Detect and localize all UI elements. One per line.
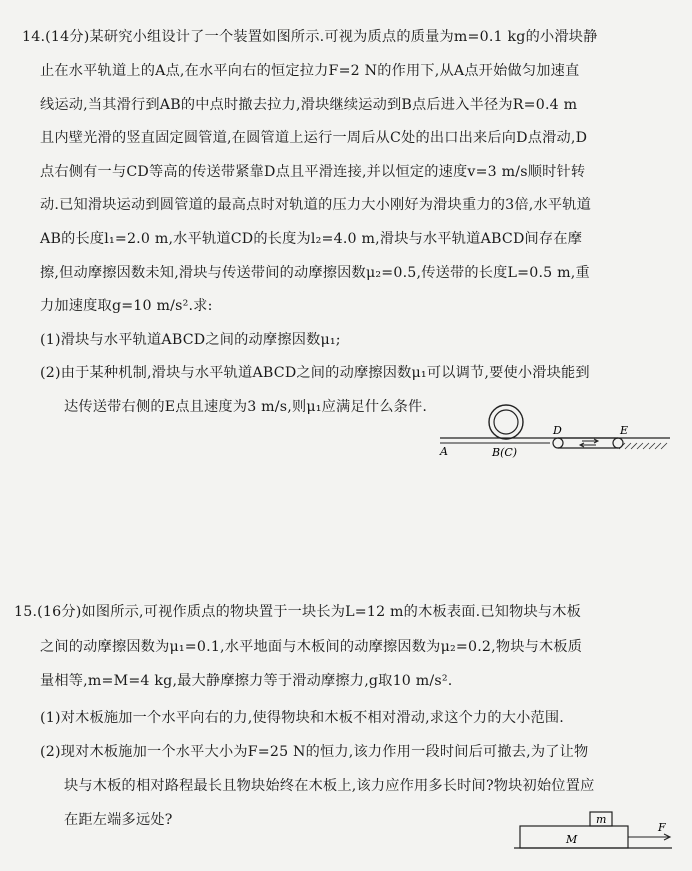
q15-line-2: 之间的动摩擦因数为μ₁=0.1,水平地面与木板间的动摩擦因数为μ₂=0.2,物块与木板质 xyxy=(40,639,583,655)
q14-part-2-line-1: (2)由于某种机制,滑块与水平轨道ABCD之间的动摩擦因数μ₁可以调节,要使小滑块能到 xyxy=(40,365,590,381)
q15-part-1: (1)对木板施加一个水平向右的力,使得物块和木板不相对滑动,求这个力的大小范围. xyxy=(40,710,565,726)
q15-part-2-line-3: 在距左端多远处? xyxy=(64,812,173,828)
label-m-small: m xyxy=(596,813,607,826)
q14-line-7: AB的长度l₁=2.0 m,水平轨道CD的长度为l₂=4.0 m,滑块与水平轨道ABCD间存在摩 xyxy=(40,231,583,247)
q14-line-8: 擦,但动摩擦因数未知,滑块与传送带间的动摩擦因数μ₂=0.5,传送带的长度L=0.5 m,重 xyxy=(40,265,590,281)
label-e: E xyxy=(620,424,629,437)
q14-line-4: 且内壁光滑的竖直固定圆管道,在圆管道上运行一周后从C处的出口出来后向D点滑动,D xyxy=(40,130,588,146)
q14-line-1: 14.(14分)某研究小组设计了一个装置如图所示.可视为质点的质量为m=0.1 kg的小滑块静 xyxy=(22,29,598,45)
q14-line-9: 力加速度取g=10 m/s².求: xyxy=(40,298,213,314)
q14-line-6: 动.已知滑块运动到圆管道的最高点时对轨道的压力大小刚好为滑块重力的3倍,水平轨道 xyxy=(40,197,591,213)
label-a: A xyxy=(440,445,448,458)
circular-tube-inner xyxy=(494,410,518,434)
label-d: D xyxy=(553,424,562,437)
q14-line-3: 线运动,当其滑行到AB的中点时撤去拉力,滑块继续运动到B点后进入半径为R=0.4 m xyxy=(40,97,578,113)
q14-figure xyxy=(432,404,672,464)
q15-part-2-line-1: (2)现对木板施加一个水平大小为F=25 N的恒力,该力作用一段时间后可撤去,为了让物 xyxy=(40,744,589,760)
q15-part-2-line-2: 块与木板的相对路程最长且物块始终在木板上,该力应作用多长时间?物块初始位置应 xyxy=(64,778,595,794)
q15-line-1: 15.(16分)如图所示,可视作质点的物块置于一块长为L=12 m的木板表面.已知物块与木板 xyxy=(14,604,582,620)
q15-figure xyxy=(512,806,682,856)
label-m-large: M xyxy=(566,833,578,846)
q14-part-1: (1)滑块与水平轨道ABCD之间的动摩擦因数μ₁; xyxy=(40,332,341,348)
label-f: F xyxy=(658,821,666,834)
q14-line-5: 点右侧有一与CD等高的传送带紧靠D点且平滑连接,并以恒定的速度v=3 m/s顺时针转 xyxy=(40,164,586,180)
q14-line-2: 止在水平轨道上的A点,在水平向右的恒定拉力F=2 N的作用下,从A点开始做匀加速直 xyxy=(40,63,580,79)
q15-line-3: 量相等,m=M=4 kg,最大静摩擦力等于滑动摩擦力,g取10 m/s². xyxy=(40,673,453,689)
label-bc: B(C) xyxy=(492,446,518,459)
q14-part-2-line-2: 达传送带右侧的E点且速度为3 m/s,则μ₁应满足什么条件. xyxy=(64,399,428,415)
